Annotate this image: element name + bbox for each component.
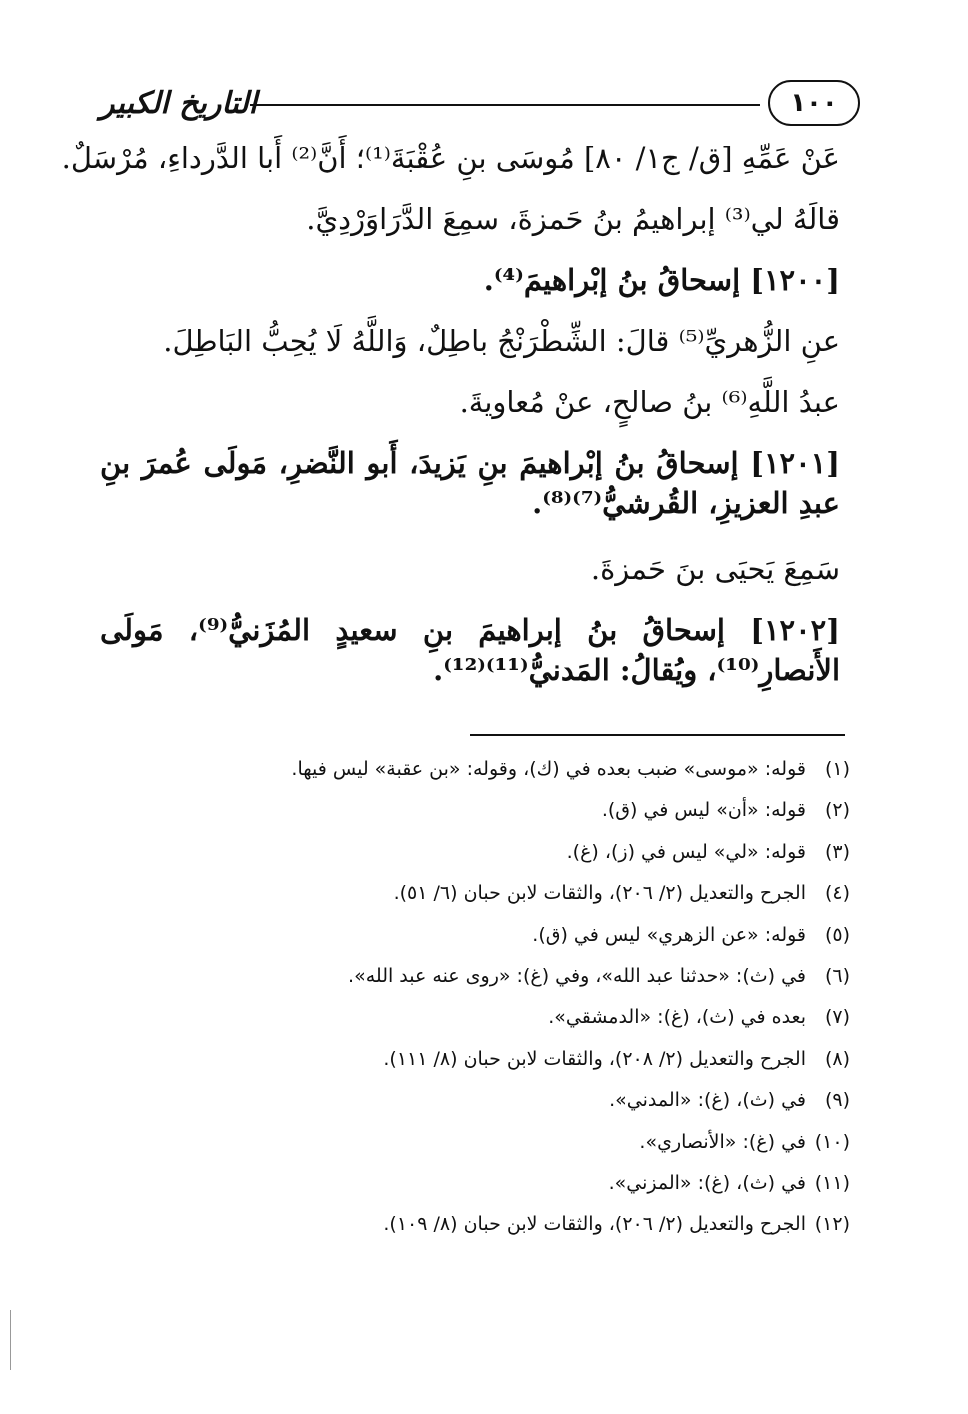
footnote-divider: [470, 734, 845, 736]
entry-1201-heading: [١٢٠١] إسحاقُ بنُ إبْراهيمَ بنِ يَزيدَ، أَبو النَّضرِ، مَولَى عُمرَ بنِ عبدِ العزيزِ، القُرشيُّ⁽⁷⁾⁽⁸⁾.: [100, 446, 840, 520]
footnote-number: (٨): [824, 1047, 850, 1070]
text-line-2: قالَهُ لي⁽³⁾ إبراهيمُ بنُ حَمزةَ، سمِعَ الدَّرَاوَرْدِيَّ.: [306, 202, 840, 236]
footnote-number: (٦): [824, 964, 850, 987]
footnote-item: [200, 1046, 850, 1072]
footnote-number: (٣): [824, 840, 850, 863]
footnote-text: في (غ): «الأنصاري».: [639, 1130, 806, 1153]
footnote-text: في (ث): «حدثنا عبد الله»، وفي (غ): «روى عنه عبد الله».: [348, 964, 806, 987]
main-text: [61, 138, 840, 716]
footnote-text: الجرح والتعديل (٢/ ٢٠٦)، والثقات لابن حبان (٨/ ١٠٩).: [383, 1213, 806, 1236]
text-line-5: عبدُ اللَّهِ⁽⁶⁾ بنُ صالحٍ، عنْ مُعاويةَ.: [459, 385, 840, 419]
footnote-number: (١٠): [814, 1130, 850, 1153]
page-header: [100, 78, 860, 134]
footnote-text: في (ث)، (غ): «المدني».: [609, 1089, 806, 1112]
scan-margin-mark: [10, 1310, 11, 1370]
page-number-frame: [768, 80, 860, 126]
footnote-number: (١): [824, 758, 850, 780]
footnote-item: [200, 756, 850, 782]
text-line-7: سَمِعَ يَحيَى بنَ حَمزةَ.: [590, 552, 840, 586]
footnote-item: [200, 797, 850, 823]
footnotes: [200, 756, 850, 1253]
footnote-number: (٢): [824, 799, 850, 822]
footnote-item: [200, 1170, 850, 1196]
entry-1200-heading: [١٢٠٠] إسحاقُ بنُ إبْراهيمَ⁽⁴⁾.: [483, 263, 840, 297]
footnote-number: (٤): [824, 882, 850, 905]
footnote-text: قوله: «أن» ليس في (ق).: [601, 799, 806, 822]
entry-1202-heading: [١٢٠٢] إسحاقُ بنُ إبراهيمَ بنِ سعيدٍ المُزَنيُّ⁽⁹⁾، مَولَى الأَنصارِ⁽¹⁰⁾، ويُقالُ: المَدنيُّ⁽¹¹⁾⁽¹²⁾.: [100, 613, 840, 687]
footnote-item: [200, 1087, 850, 1113]
footnote-item: [200, 922, 850, 948]
text-line-4: عنِ الزُّهريِّ⁽⁵⁾ قالَ: الشِّطْرَنْجُ باطِلٌ، وَاللَّهُ لَا يُحِبُّ البَاطِلَ.: [163, 324, 840, 358]
footnote-item: [200, 1004, 850, 1030]
running-title: التاريخ الكبير: [100, 86, 258, 121]
footnote-item: [200, 1129, 850, 1155]
footnote-item: [200, 839, 850, 865]
footnote-number: (٧): [824, 1006, 850, 1029]
footnote-number: (١٢): [814, 1213, 850, 1236]
footnote-item: [200, 880, 850, 906]
footnote-item: [200, 1211, 850, 1237]
footnote-text: قوله: «عن الزهري» ليس في (ق).: [532, 923, 806, 946]
footnote-text: الجرح والتعديل (٢/ ٢٠٦)، والثقات لابن حبان (٦/ ٥١).: [393, 882, 806, 905]
text-line-1: عَنْ عَمِّهِ [ق/ ج١/ ٨٠] مُوسَى بنِ عُقْبَةَ⁽¹⁾؛ أَنَّ⁽²⁾ أَبا الدَّرداءِ، مُرْسَلٌ.: [61, 141, 840, 175]
footnote-number: (٩): [824, 1089, 850, 1112]
page-number: ١٠٠: [790, 88, 838, 118]
footnote-text: بعده في (ث)، (غ): «الدمشقي».: [548, 1006, 806, 1029]
footnote-text: الجرح والتعديل (٢/ ٢٠٨)، والثقات لابن حبان (٨/ ١١١).: [383, 1047, 806, 1070]
header-rule: [250, 104, 760, 106]
footnote-text: في (ث)، (غ): «المزني».: [608, 1171, 806, 1194]
footnote-number: (١١): [814, 1171, 850, 1194]
footnote-text: قوله: «لي» ليس في (ز)، (غ).: [566, 840, 806, 863]
footnote-text: قوله: «موسى» ضبب بعده في (ك)، وقوله: «بن عقبة» ليس فيها.: [291, 758, 806, 780]
footnote-number: (٥): [824, 923, 850, 946]
footnote-item: [200, 963, 850, 989]
